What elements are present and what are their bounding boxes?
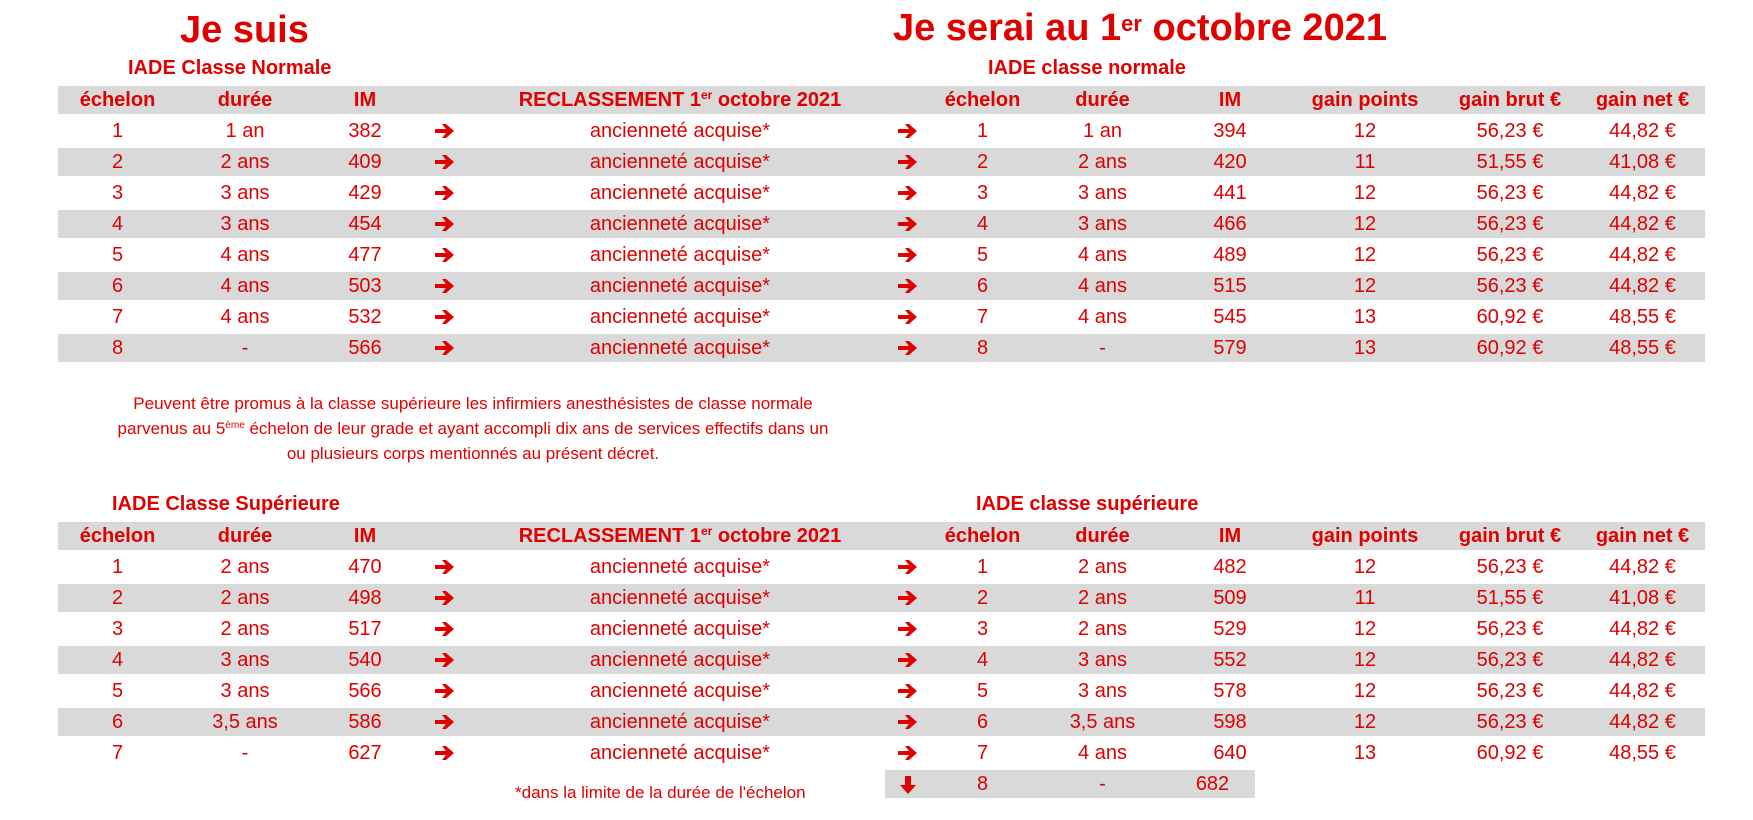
cell-new-im: 598 xyxy=(1213,711,1247,733)
right-arrow-icon xyxy=(420,708,470,736)
right-arrow-icon xyxy=(420,179,470,207)
cell-duree: - xyxy=(241,742,249,764)
cell-new-echelon: 8 xyxy=(976,337,989,359)
table-row xyxy=(58,241,1705,269)
cell-new-im: 545 xyxy=(1213,306,1247,328)
right-arrow-icon-svg xyxy=(434,620,456,638)
cell-gain-brut: 56,23 € xyxy=(1476,213,1544,235)
cell-new-im: 552 xyxy=(1213,649,1247,671)
title-je-serai-pre: Je serai au 1 xyxy=(893,7,1122,49)
cell-new-duree: 3,5 ans xyxy=(1069,711,1136,733)
right-arrow-icon-svg xyxy=(897,215,919,233)
cell-gain-net: 44,82 € xyxy=(1609,182,1676,204)
right-arrow-icon xyxy=(885,241,930,269)
cell-im: 477 xyxy=(348,244,382,266)
cell-gain-brut: 60,92 € xyxy=(1476,337,1544,359)
cell-new-echelon: 4 xyxy=(976,649,989,671)
cell-reclassement: ancienneté acquise* xyxy=(589,182,771,204)
cell-gain-points: 12 xyxy=(1353,618,1377,640)
cell-gain-points: 12 xyxy=(1353,680,1377,702)
cell-gain-brut: 56,23 € xyxy=(1476,618,1544,640)
right-arrow-icon xyxy=(420,677,470,705)
cell-new-im: 529 xyxy=(1213,618,1247,640)
header-reclassement-post: octobre 2021 xyxy=(712,89,842,111)
cell-gain-brut: 51,55 € xyxy=(1476,151,1544,173)
right-arrow-icon-svg xyxy=(434,713,456,731)
header-reclassement xyxy=(480,86,880,114)
cell-new-duree: - xyxy=(1099,773,1106,795)
cell-new-duree: 4 ans xyxy=(1078,742,1127,764)
cell-gain-brut: 60,92 € xyxy=(1476,742,1544,764)
right-arrow-icon xyxy=(420,615,470,643)
cell-duree: 4 ans xyxy=(220,306,270,328)
cell-new-duree: 3 ans xyxy=(1078,182,1127,204)
cell-new-im: 489 xyxy=(1213,244,1247,266)
cell-gain-points: 13 xyxy=(1353,306,1377,328)
right-arrow-icon-svg xyxy=(897,122,919,140)
cell-new-echelon: 2 xyxy=(976,151,989,173)
cell-gain-points: 12 xyxy=(1353,120,1377,142)
table-row xyxy=(58,708,1705,736)
cell-gain-points: 12 xyxy=(1353,711,1377,733)
cell-reclassement: ancienneté acquise* xyxy=(589,213,771,235)
table-row xyxy=(58,646,1705,674)
cell-reclassement: ancienneté acquise* xyxy=(589,587,771,609)
cell-reclassement: ancienneté acquise* xyxy=(589,711,771,733)
cell-duree: 1 an xyxy=(225,120,265,142)
cell-echelon: 4 xyxy=(111,649,124,671)
cell-reclassement: ancienneté acquise* xyxy=(589,680,771,702)
cell-gain-net: 44,82 € xyxy=(1609,680,1676,702)
cell-im: 627 xyxy=(348,742,382,764)
cell-new-im: 579 xyxy=(1213,337,1247,359)
cell-new-duree: 4 ans xyxy=(1078,275,1127,297)
cell-im: 454 xyxy=(348,213,382,235)
right-arrow-icon xyxy=(885,148,930,176)
cell-new-echelon: 5 xyxy=(976,244,989,266)
cell-new-echelon: 2 xyxy=(976,587,989,609)
cell-new-im: 441 xyxy=(1213,182,1247,204)
right-arrow-icon xyxy=(885,646,930,674)
header-im: IM xyxy=(353,89,377,111)
cell-echelon: 5 xyxy=(111,244,124,266)
cell-new-echelon: 6 xyxy=(976,275,989,297)
right-arrow-icon xyxy=(885,677,930,705)
section-title-new: IADE classe supérieure xyxy=(976,493,1199,515)
table-row-extra xyxy=(885,770,1255,798)
right-arrow-icon xyxy=(885,708,930,736)
table-row xyxy=(58,210,1705,238)
right-arrow-icon xyxy=(420,272,470,300)
cell-gain-points: 11 xyxy=(1354,587,1376,609)
header-echelon: échelon xyxy=(79,525,156,547)
table-row xyxy=(58,272,1705,300)
cell-gain-net: 48,55 € xyxy=(1609,337,1676,359)
section-title-new: IADE classe normale xyxy=(988,57,1186,79)
table-row xyxy=(58,117,1705,145)
section-title-current: IADE Classe Normale xyxy=(128,57,332,79)
header-new-duree: durée xyxy=(1075,525,1130,547)
cell-gain-net: 48,55 € xyxy=(1609,306,1676,328)
cell-new-duree: 2 ans xyxy=(1078,618,1127,640)
cell-gain-points: 13 xyxy=(1353,337,1377,359)
cell-gain-brut: 51,55 € xyxy=(1476,587,1544,609)
cell-gain-points: 12 xyxy=(1353,556,1377,578)
cell-duree: - xyxy=(241,337,249,359)
cell-gain-net: 48,55 € xyxy=(1609,742,1676,764)
cell-reclassement: ancienneté acquise* xyxy=(589,618,771,640)
cell-reclassement: ancienneté acquise* xyxy=(589,244,771,266)
right-arrow-icon-svg xyxy=(434,277,456,295)
header-gain-brut: gain brut € xyxy=(1458,525,1562,547)
right-arrow-icon xyxy=(420,303,470,331)
cell-new-im: 640 xyxy=(1213,742,1247,764)
cell-new-duree: 3 ans xyxy=(1078,649,1127,671)
cell-im: 498 xyxy=(348,587,382,609)
cell-duree: 2 ans xyxy=(220,618,270,640)
cell-echelon: 8 xyxy=(111,337,124,359)
right-arrow-icon xyxy=(420,646,470,674)
cell-echelon: 4 xyxy=(111,213,124,235)
cell-gain-brut: 56,23 € xyxy=(1476,649,1544,671)
cell-gain-net: 41,08 € xyxy=(1609,151,1676,173)
right-arrow-icon xyxy=(420,739,470,767)
table-header-row xyxy=(58,86,1705,114)
right-arrow-icon-svg xyxy=(434,215,456,233)
cell-duree: 4 ans xyxy=(220,244,270,266)
table-row xyxy=(58,303,1705,331)
cell-new-duree: 3 ans xyxy=(1078,680,1127,702)
right-arrow-icon xyxy=(420,584,470,612)
cell-duree: 3 ans xyxy=(220,680,270,702)
cell-gain-points: 12 xyxy=(1353,213,1377,235)
cell-echelon: 3 xyxy=(111,182,124,204)
header-im: IM xyxy=(353,525,377,547)
cell-duree: 2 ans xyxy=(220,556,270,578)
table-row xyxy=(58,739,1705,767)
note-line-2-sup: ème xyxy=(225,420,245,431)
header-duree: durée xyxy=(217,89,273,111)
cell-gain-points: 12 xyxy=(1353,182,1377,204)
right-arrow-icon-svg xyxy=(434,246,456,264)
right-arrow-icon xyxy=(885,584,930,612)
cell-echelon: 1 xyxy=(111,120,124,142)
cell-duree: 4 ans xyxy=(220,275,270,297)
cell-im: 409 xyxy=(348,151,382,173)
header-echelon: échelon xyxy=(79,89,156,111)
cell-gain-net: 44,82 € xyxy=(1609,711,1676,733)
cell-im: 566 xyxy=(348,680,382,702)
right-arrow-icon-svg xyxy=(897,153,919,171)
right-arrow-icon xyxy=(885,272,930,300)
header-gain-brut: gain brut € xyxy=(1458,89,1562,111)
cell-new-duree: - xyxy=(1099,337,1106,359)
cell-duree: 3,5 ans xyxy=(212,711,278,733)
right-arrow-icon xyxy=(420,553,470,581)
cell-new-duree: 2 ans xyxy=(1078,151,1127,173)
right-arrow-icon xyxy=(885,117,930,145)
cell-duree: 3 ans xyxy=(220,649,270,671)
right-arrow-icon-svg xyxy=(897,651,919,669)
cell-reclassement: ancienneté acquise* xyxy=(589,120,771,142)
cell-gain-points: 12 xyxy=(1353,649,1377,671)
cell-im: 382 xyxy=(348,120,382,142)
cell-gain-net: 41,08 € xyxy=(1609,587,1676,609)
cell-gain-brut: 56,23 € xyxy=(1476,182,1544,204)
cell-gain-points: 12 xyxy=(1353,275,1377,297)
cell-reclassement: ancienneté acquise* xyxy=(589,151,771,173)
table-row xyxy=(58,553,1705,581)
cell-echelon: 2 xyxy=(111,587,124,609)
cell-new-echelon: 1 xyxy=(976,120,989,142)
right-arrow-icon xyxy=(885,334,930,362)
cell-new-echelon: 7 xyxy=(976,306,989,328)
right-arrow-icon xyxy=(420,334,470,362)
cell-gain-net: 44,82 € xyxy=(1609,556,1676,578)
header-reclassement xyxy=(480,522,880,550)
right-arrow-icon-svg xyxy=(434,339,456,357)
cell-gain-brut: 56,23 € xyxy=(1476,120,1544,142)
section-title-current: IADE Classe Supérieure xyxy=(112,493,340,515)
header-new-im: IM xyxy=(1218,525,1242,547)
right-arrow-icon xyxy=(420,117,470,145)
cell-gain-net: 44,82 € xyxy=(1609,120,1676,142)
cell-im: 517 xyxy=(348,618,382,640)
right-arrow-icon xyxy=(420,210,470,238)
cell-new-duree: 4 ans xyxy=(1078,306,1127,328)
cell-gain-net: 44,82 € xyxy=(1609,649,1676,671)
cell-new-duree: 2 ans xyxy=(1078,556,1127,578)
cell-im: 566 xyxy=(348,337,382,359)
cell-echelon: 2 xyxy=(111,151,124,173)
right-arrow-icon xyxy=(885,615,930,643)
cell-duree: 2 ans xyxy=(220,587,270,609)
cell-reclassement: ancienneté acquise* xyxy=(589,556,771,578)
cell-new-im: 682 xyxy=(1195,773,1230,795)
cell-echelon: 6 xyxy=(111,275,124,297)
cell-im: 470 xyxy=(348,556,382,578)
header-reclassement-pre: RECLASSEMENT 1 xyxy=(518,525,701,547)
right-arrow-icon-svg xyxy=(897,682,919,700)
cell-gain-net: 44,82 € xyxy=(1609,618,1676,640)
right-arrow-icon xyxy=(885,179,930,207)
cell-echelon: 7 xyxy=(111,742,124,764)
right-arrow-icon-svg xyxy=(434,184,456,202)
right-arrow-icon-svg xyxy=(897,713,919,731)
cell-new-echelon: 1 xyxy=(976,556,989,578)
note-line-1: Peuvent être promus à la classe supérieure les infirmiers anesthésistes de classe normale xyxy=(133,394,813,413)
cell-new-duree: 2 ans xyxy=(1078,587,1127,609)
cell-new-echelon: 7 xyxy=(976,742,989,764)
cell-new-im: 420 xyxy=(1213,151,1247,173)
header-reclassement-sup: er xyxy=(700,88,713,102)
header-reclassement-sup: er xyxy=(700,524,713,538)
cell-new-echelon: 6 xyxy=(976,711,989,733)
right-arrow-icon-svg xyxy=(434,744,456,762)
table-row xyxy=(58,148,1705,176)
cell-gain-brut: 56,23 € xyxy=(1476,680,1544,702)
table-row xyxy=(58,179,1705,207)
cell-new-duree: 1 an xyxy=(1083,120,1122,142)
cell-gain-brut: 56,23 € xyxy=(1476,275,1544,297)
cell-duree: 2 ans xyxy=(220,151,270,173)
table-row xyxy=(58,584,1705,612)
cell-reclassement: ancienneté acquise* xyxy=(589,649,771,671)
cell-gain-net: 44,82 € xyxy=(1609,213,1676,235)
cell-new-echelon: 4 xyxy=(976,213,989,235)
cell-new-echelon: 3 xyxy=(976,182,989,204)
cell-new-im: 509 xyxy=(1213,587,1247,609)
right-arrow-icon-svg xyxy=(897,184,919,202)
right-arrow-icon xyxy=(420,241,470,269)
down-arrow-icon-svg xyxy=(898,775,918,795)
right-arrow-icon-svg xyxy=(434,308,456,326)
right-arrow-icon-svg xyxy=(897,620,919,638)
cell-gain-net: 44,82 € xyxy=(1609,275,1676,297)
cell-new-echelon: 5 xyxy=(976,680,989,702)
cell-reclassement: ancienneté acquise* xyxy=(589,337,771,359)
right-arrow-icon-svg xyxy=(434,682,456,700)
title-je-serai-post: octobre 2021 xyxy=(1141,7,1387,49)
right-arrow-icon xyxy=(885,210,930,238)
header-new-echelon: échelon xyxy=(944,525,1021,547)
right-arrow-icon-svg xyxy=(434,122,456,140)
cell-gain-brut: 56,23 € xyxy=(1476,711,1544,733)
cell-im: 429 xyxy=(348,182,382,204)
cell-new-echelon: 3 xyxy=(976,618,989,640)
cell-gain-points: 11 xyxy=(1354,151,1376,173)
cell-echelon: 1 xyxy=(111,556,124,578)
header-reclassement-post: octobre 2021 xyxy=(712,525,842,547)
cell-im: 532 xyxy=(348,306,382,328)
table-header-row xyxy=(58,522,1705,550)
right-arrow-icon-svg xyxy=(434,589,456,607)
cell-gain-brut: 56,23 € xyxy=(1476,556,1544,578)
header-gain-net: gain net € xyxy=(1595,89,1690,111)
header-new-im: IM xyxy=(1218,89,1242,111)
note-line-2-pre: parvenus au 5 xyxy=(117,419,226,438)
cell-new-echelon: 8 xyxy=(976,773,989,795)
right-arrow-icon-svg xyxy=(897,277,919,295)
right-arrow-icon-svg xyxy=(434,558,456,576)
header-gain-points: gain points xyxy=(1311,89,1419,111)
table-row xyxy=(58,334,1705,362)
promotion-note xyxy=(58,391,888,466)
cell-gain-points: 13 xyxy=(1353,742,1377,764)
cell-reclassement: ancienneté acquise* xyxy=(589,275,771,297)
cell-gain-brut: 60,92 € xyxy=(1476,306,1544,328)
right-arrow-icon xyxy=(420,148,470,176)
title-je-suis: Je suis xyxy=(180,9,309,51)
cell-im: 586 xyxy=(348,711,382,733)
cell-new-im: 515 xyxy=(1213,275,1247,297)
right-arrow-icon-svg xyxy=(897,589,919,607)
right-arrow-icon xyxy=(885,553,930,581)
down-arrow-icon xyxy=(885,770,930,798)
cell-gain-points: 12 xyxy=(1353,244,1377,266)
cell-duree: 3 ans xyxy=(220,213,270,235)
right-arrow-icon xyxy=(885,739,930,767)
right-arrow-icon-svg xyxy=(434,153,456,171)
table-row xyxy=(58,677,1705,705)
note-line-2-post: échelon de leur grade et ayant accompli dix ans de services effectifs dans un xyxy=(244,419,829,438)
cell-gain-net: 44,82 € xyxy=(1609,244,1676,266)
cell-echelon: 6 xyxy=(111,711,124,733)
cell-echelon: 5 xyxy=(111,680,124,702)
cell-new-duree: 3 ans xyxy=(1078,213,1127,235)
right-arrow-icon-svg xyxy=(897,744,919,762)
note-line-3: ou plusieurs corps mentionnés au présent décret. xyxy=(286,444,660,463)
right-arrow-icon-svg xyxy=(897,308,919,326)
cell-new-duree: 4 ans xyxy=(1078,244,1127,266)
cell-reclassement: ancienneté acquise* xyxy=(589,742,771,764)
table-row xyxy=(58,615,1705,643)
cell-reclassement: ancienneté acquise* xyxy=(589,306,771,328)
header-gain-points: gain points xyxy=(1311,525,1419,547)
note-line-2 xyxy=(58,416,888,441)
title-je-serai xyxy=(893,8,1387,48)
header-reclassement-pre: RECLASSEMENT 1 xyxy=(518,89,701,111)
footnote: *dans la limite de la durée de l'échelon xyxy=(515,783,806,802)
cell-im: 540 xyxy=(348,649,382,671)
right-arrow-icon-svg xyxy=(897,558,919,576)
cell-duree: 3 ans xyxy=(220,182,270,204)
cell-new-im: 466 xyxy=(1213,213,1247,235)
title-je-serai-sup: er xyxy=(1121,11,1142,36)
right-arrow-icon xyxy=(885,303,930,331)
cell-new-im: 482 xyxy=(1213,556,1247,578)
cell-echelon: 7 xyxy=(111,306,124,328)
cell-gain-brut: 56,23 € xyxy=(1476,244,1544,266)
header-new-echelon: échelon xyxy=(944,89,1021,111)
header-duree: durée xyxy=(217,525,273,547)
header-gain-net: gain net € xyxy=(1595,525,1690,547)
cell-new-im: 394 xyxy=(1213,120,1247,142)
right-arrow-icon-svg xyxy=(897,339,919,357)
header-new-duree: durée xyxy=(1075,89,1130,111)
right-arrow-icon-svg xyxy=(434,651,456,669)
right-arrow-icon-svg xyxy=(897,246,919,264)
cell-echelon: 3 xyxy=(111,618,124,640)
cell-im: 503 xyxy=(348,275,382,297)
cell-new-im: 578 xyxy=(1213,680,1247,702)
